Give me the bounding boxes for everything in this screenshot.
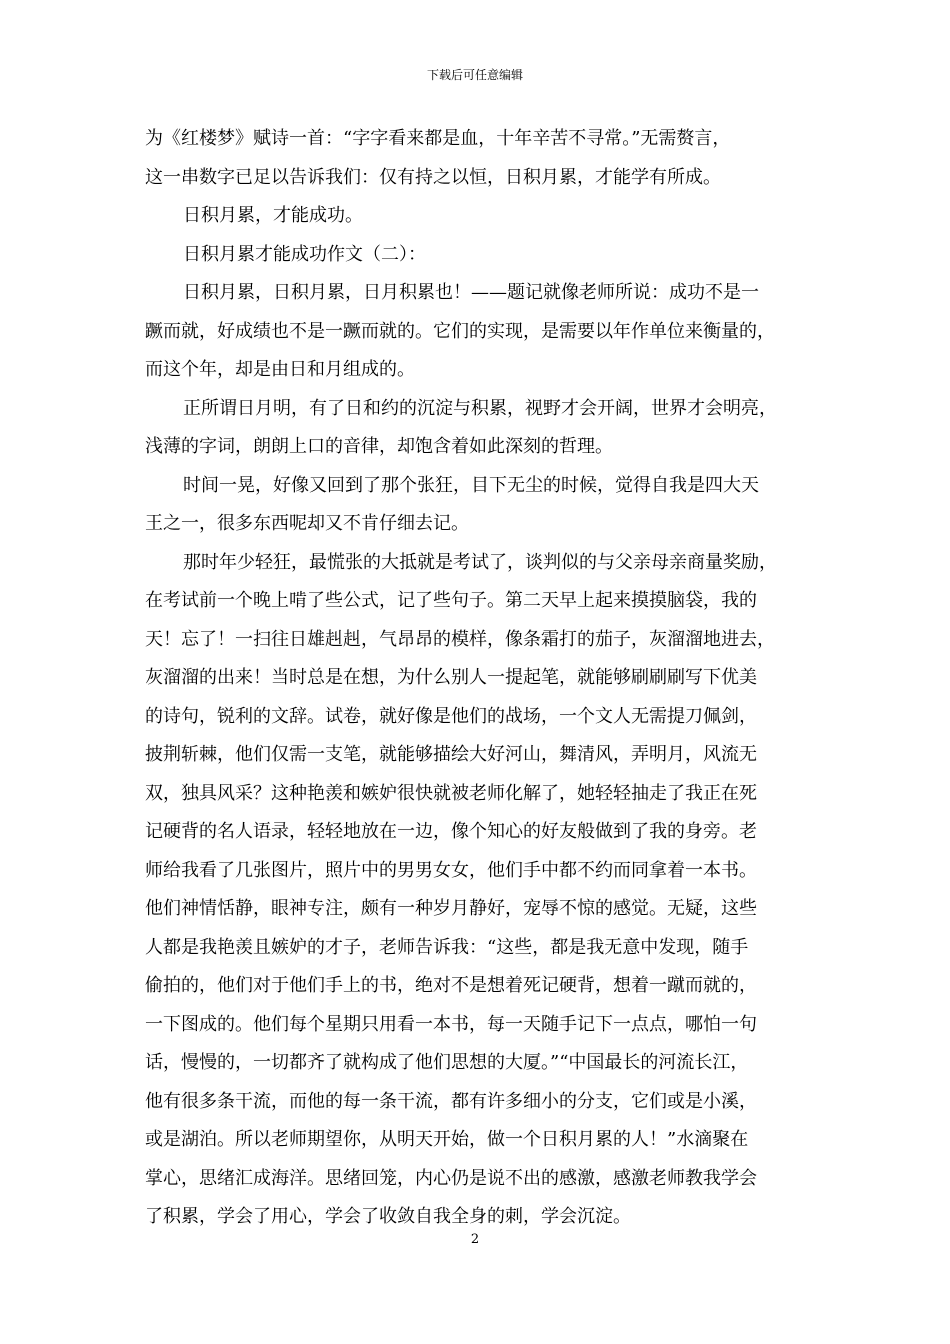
text-line: 日积月累，日积月累，日月积累也！——题记就像老师所说：成功不是一 [183, 282, 759, 303]
text-line: 为《红楼梦》赋诗一首：“字字看来都是血，十年辛苦不寻常。”无需赘言， [145, 128, 731, 149]
text-line: 而这个年，却是由日和月组成的。 [145, 359, 415, 380]
text-line: 灰溜溜的出来！当时总是在想，为什么别人一提起笔，就能够刷刷刷写下优美 [145, 667, 757, 688]
text-line: 这一串数字已足以告诉我们：仅有持之以恒，日积月累，才能学有所成。 [145, 166, 721, 188]
text-line: 他有很多条干流，而他的每一条干流，都有许多细小的分支，它们或是小溪， [145, 1090, 757, 1112]
text-line: 人都是我艳羡且嫉妒的才子，老师告诉我：“这些，都是我无意中发现，随手 [145, 936, 749, 958]
text-line: 或是湖泊。所以老师期望你，从明天开始，做一个日积月累的人！”水滴聚在 [145, 1129, 749, 1150]
text-line: 披荆斩棘，他们仅需一支笔，就能够描绘大好河山，舞清风，弄明月，风流无 [145, 744, 757, 765]
text-line: 蹶而就，好成绩也不是一蹶而就的。它们的实现，是需要以年作单位来衡量的， [145, 320, 775, 342]
text-line: 掌心，思绪汇成海洋。思绪回笼，内心仍是说不出的感激，感激老师教我学会 [145, 1167, 757, 1189]
text-line: 记硬背的名人语录，轻轻地放在一边，像个知心的好友般做到了我的身旁。老 [145, 821, 757, 842]
text-line: 王之一，很多东西呢却又不肯仔细去记。 [145, 513, 469, 534]
text-line: 师给我看了几张图片，照片中的男男女女，他们手中都不约而同拿着一本书。 [145, 859, 757, 881]
text-line: 天！忘了！一扫往日雄赳赳，气昂昂的模样，像条霜打的茄子，灰溜溜地进去， [145, 628, 775, 650]
text-line: 浅薄的字词，朗朗上口的音律，却饱含着如此深刻的哲理。 [145, 436, 613, 457]
text-line: 偷拍的，他们对于他们手上的书，绝对不是想着死记硬背，想着一蹴而就的， [145, 975, 757, 996]
page-header: 下载后可任意编辑 [426, 68, 523, 82]
page-number: 2 [470, 1232, 480, 1247]
text-line: 一下图成的。他们每个星期只用看一本书，每一天随手记下一点点，哪怕一句 [145, 1013, 757, 1035]
text-line: 日积月累，才能成功。 [183, 205, 363, 226]
text-line: 在考试前一个晚上啃了些公式，记了些句子。第二天早上起来摸摸脑袋，我的 [145, 590, 757, 611]
text-line: 的诗句，锐利的文辞。试卷，就好像是他们的战场，一个文人无需提刀佩剑， [145, 705, 757, 727]
text-line: 了积累，学会了用心，学会了收敛自我全身的刺，学会沉淀。 [145, 1206, 631, 1227]
text-line: 话，慢慢的，一切都齐了就构成了他们思想的大厦。”“中国最长的河流长江， [145, 1052, 749, 1073]
text-line: 那时年少轻狂，最慌张的大抵就是考试了，谈判似的与父亲母亲商量奖励， [183, 551, 777, 573]
document-body [145, 120, 810, 1237]
text-line: 双，独具风采？这种艳羡和嫉妒很快就被老师化解了，她轻轻抽走了我正在死 [145, 782, 757, 804]
text-line: 日积月累才能成功作文（二）： [183, 243, 426, 265]
text-line: 正所谓日月明，有了日和约的沉淀与积累，视野才会开阔，世界才会明亮， [183, 397, 777, 419]
text-line: 他们神情恬静，眼神专注，颇有一种岁月静好，宠辱不惊的感觉。无疑，这些 [145, 898, 757, 919]
text-line: 时间一晃，好像又回到了那个张狂，目下无尘的时候，觉得自我是四大天 [183, 474, 759, 496]
